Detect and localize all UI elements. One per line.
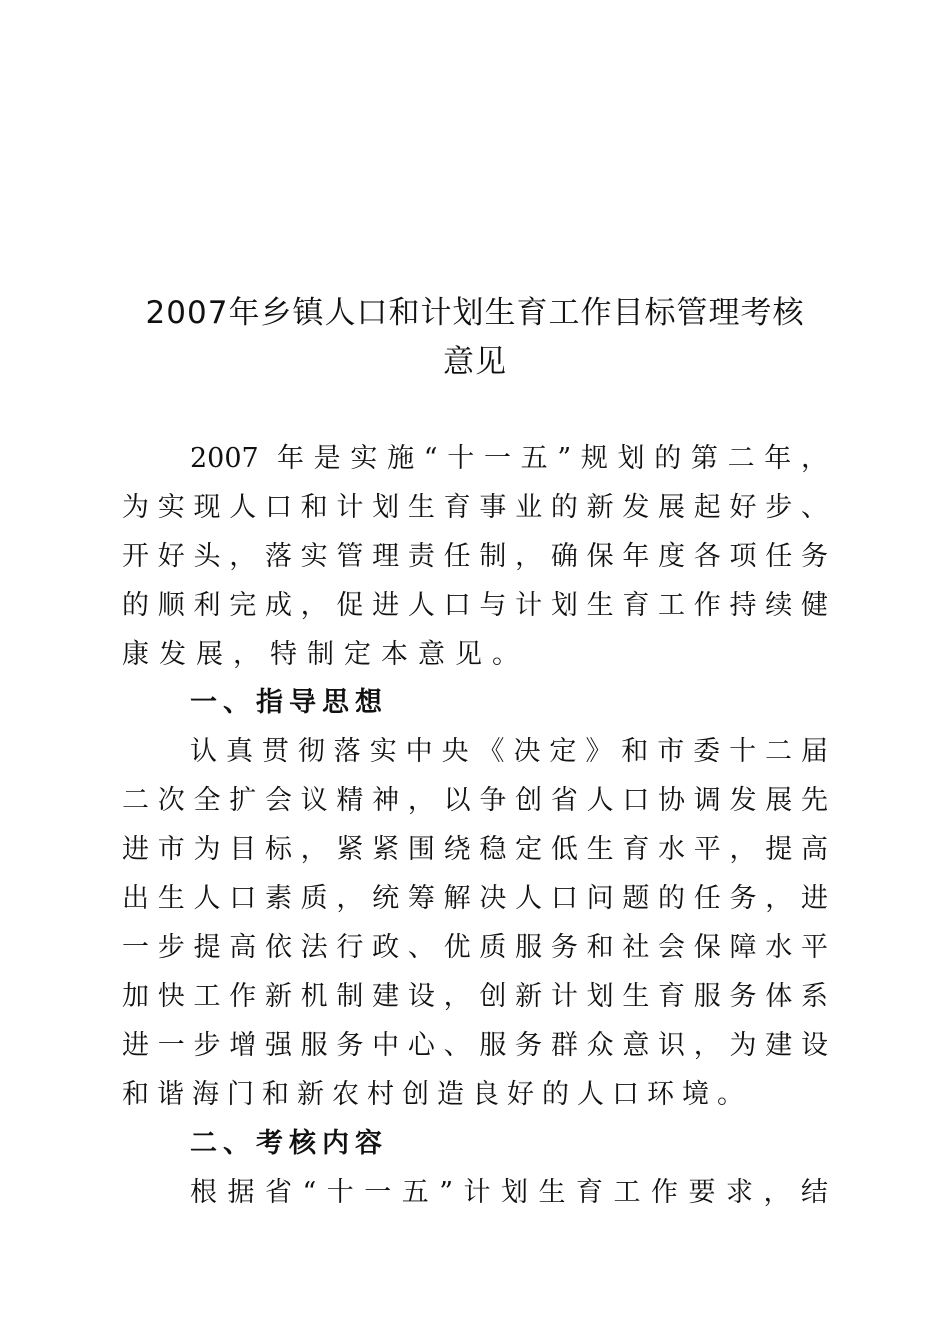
section1-line-4: 出生人口素质，统筹解决人口问题的任务，进 [122, 883, 828, 914]
intro-line-2: 为实现人口和计划生育事业的新发展起好步、 [122, 492, 828, 523]
section2-heading: 二、考核内容 [190, 1128, 388, 1159]
document-title-line1: 2007年乡镇人口和计划生育工作目标管理考核 [145, 295, 805, 331]
section1-line-6: 加快工作新机制建设，创新计划生育服务体系 [122, 981, 828, 1012]
section1-line-1: 认真贯彻落实中央《决定》和市委十二届 [190, 736, 828, 767]
section1-line-7: 进一步增强服务中心、服务群众意识，为建设 [122, 1030, 828, 1061]
document-title-line2: 意见 [443, 344, 507, 380]
intro-line-3: 开好头，落实管理责任制，确保年度各项任务 [122, 541, 828, 572]
section1-line-8: 和谐海门和新农村创造良好的人口环境。 [122, 1079, 752, 1110]
section1-line-3: 进市为目标，紧紧围绕稳定低生育水平，提高 [122, 834, 828, 865]
intro-line-5: 康发展，特制定本意见。 [122, 639, 529, 670]
intro-line-1: 2007 年是实施“十一五”规划的第二年， [190, 443, 828, 474]
intro-line-4: 的顺利完成，促进人口与计划生育工作持续健 [122, 590, 828, 621]
section1-line-5: 一步提高依法行政、优质服务和社会保障水平 [122, 932, 828, 963]
section1-heading: 一、指导思想 [190, 687, 388, 718]
section1-line-2: 二次全扩会议精神，以争创省人口协调发展先 [122, 785, 828, 816]
section2-line-1: 根据省“十一五”计划生育工作要求，结 [190, 1177, 828, 1208]
